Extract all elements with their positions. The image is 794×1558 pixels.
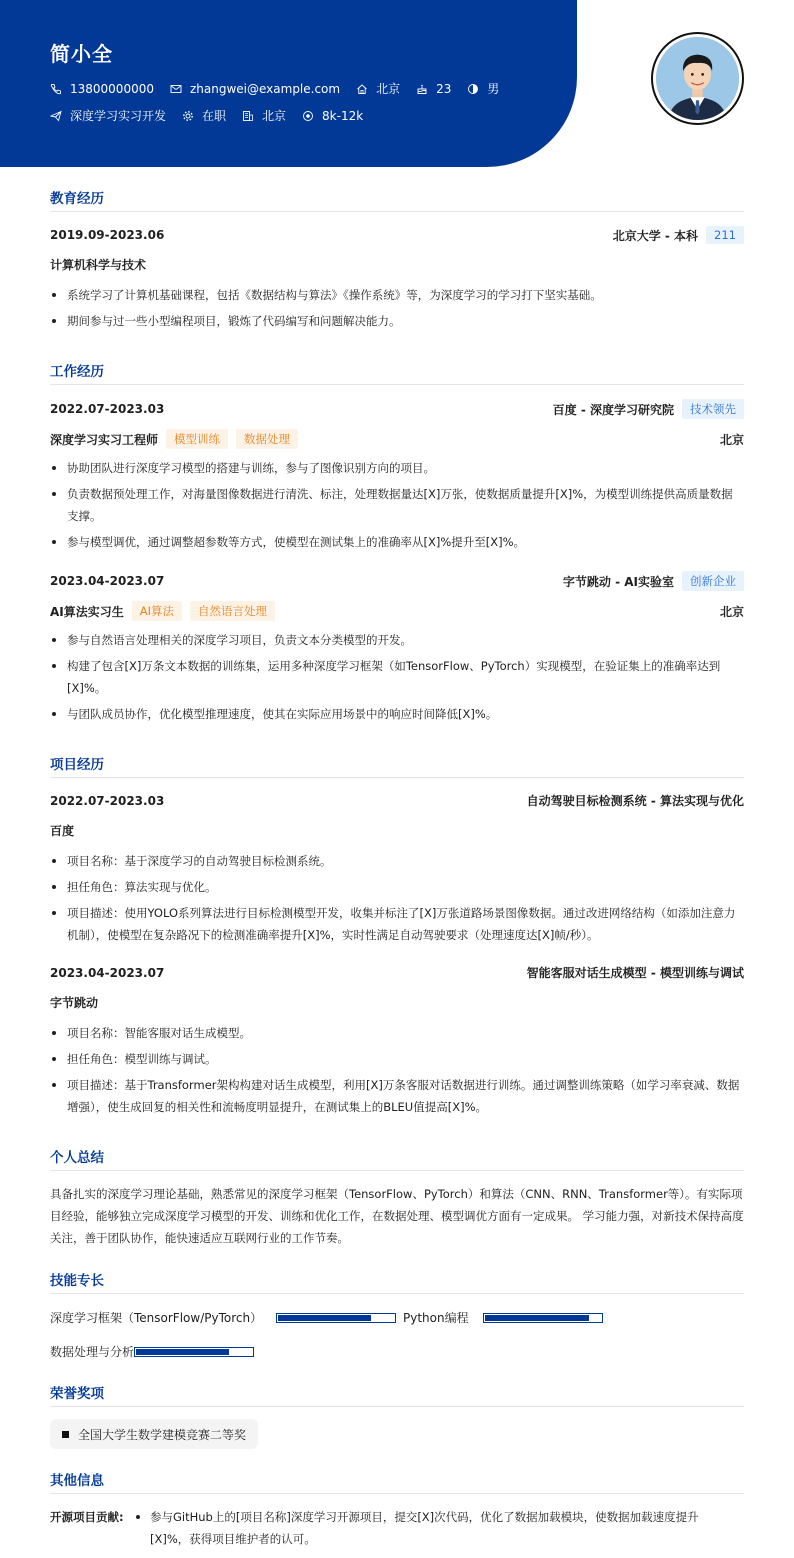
skill-bar-fill <box>278 1315 371 1321</box>
location-item <box>356 80 400 97</box>
phone-item <box>50 82 154 96</box>
work-1-role <box>50 601 744 621</box>
school-badge: 211 <box>706 226 744 244</box>
skill-bar-fill <box>136 1349 229 1355</box>
other-label: 开源项目贡献: <box>50 1510 124 1524</box>
gender-icon <box>467 83 479 95</box>
work-0-role <box>50 429 744 449</box>
age-text: 23 <box>436 81 452 96</box>
honors-section-title: 荣誉奖项 <box>50 1382 744 1407</box>
list-item: 项目描述：基于Transformer架构构建对话生成模型，利用[X]万条客服对话数据进行训练。通过调整训练策略（如学习率衰减、数据增强），使生成回复的相关性和流畅度明显提升，在测试集上的BLEU值提高[X]%。 <box>50 1074 744 1118</box>
award-text: 全国大学生数学建模竞赛二等奖 <box>78 1427 247 1442</box>
target-city-text: 北京 <box>262 109 287 123</box>
list-item: 参与模型调优，通过调整超参数等方式，使模型在测试集上的准确率从[X]%提升至[X]%。 <box>50 531 744 553</box>
education-header <box>50 226 744 244</box>
list-item: 参与自然语言处理相关的深度学习项目，负责文本分类模型的开发。 <box>50 629 744 651</box>
other-text: 参与GitHub上的[项目名称]深度学习开源项目，提交[X]次代码，优化了数据加载模块，使数据加载速度提升[X]%，获得项目维护者的认可。 <box>134 1506 734 1550</box>
list-item: 项目名称：智能客服对话生成模型。 <box>50 1022 744 1044</box>
skill-bar <box>483 1313 603 1323</box>
major-name: 计算机科学与技术 <box>50 258 147 272</box>
project-1-header <box>50 964 744 981</box>
role-tag: AI算法 <box>132 601 182 621</box>
gender-item <box>467 80 499 97</box>
education-date: 2019.09-2023.06 <box>50 228 165 242</box>
salary-item <box>302 109 363 123</box>
intent-row <box>50 107 379 124</box>
company-name: 字节跳动 - AI实验室 <box>562 574 674 589</box>
contact-row <box>50 80 515 97</box>
work-0-header <box>50 399 744 419</box>
gear-icon <box>182 110 194 122</box>
list-item: 项目描述：使用YOLO系列算法进行目标检测模型开发，收集并标注了[X]万张道路场景图像数据。通过改进网络结构（如添加注意力机制），使模型在复杂路况下的检测准确率提升[X]%，实时性满足自动驾驶要求（处理速度达[X]帧/秒）。 <box>50 902 744 946</box>
list-item: 构建了包含[X]万条文本数据的训练集，运用多种深度学习框架（如TensorFlow、PyTorch）实现模型，在验证集上的准确率达到[X]%。 <box>50 655 744 699</box>
skill-bar-fill <box>485 1315 589 1321</box>
list-item: 担任角色：模型训练与调试。 <box>50 1048 744 1070</box>
work-city: 北京 <box>719 604 744 619</box>
summary-text: 具备扎实的深度学习理论基础，熟悉常见的深度学习框架（TensorFlow、PyTorch）和算法（CNN、RNN、Transformer等）。有实际项目经验，能够独立完成深度学习模型的开发、训练和优化工作，在数据处理、模型调优方面有一定成果。 学习能力强，对新技术保持高度关注，善于团队协作，能快速适应互联网行业的工作节奏。 <box>50 1187 744 1245</box>
work-date: 2023.04-2023.07 <box>50 574 165 588</box>
status-item <box>182 107 226 124</box>
square-bullet-icon <box>62 1431 69 1438</box>
skill-name: Python编程 <box>403 1311 469 1325</box>
project-title: 智能客服对话生成模型 - 模型训练与调试 <box>526 966 744 980</box>
skill-item <box>50 1309 396 1326</box>
work-section-title: 工作经历 <box>50 360 744 385</box>
location-text: 北京 <box>376 82 401 96</box>
skill-name: 数据处理与分析 <box>50 1345 135 1359</box>
project-0-org <box>50 822 744 839</box>
company-badge: 创新企业 <box>682 571 744 591</box>
avatar <box>651 32 744 125</box>
target-city-item <box>242 107 286 124</box>
project-date: 2022.07-2023.03 <box>50 793 165 808</box>
skill-name: 深度学习框架（TensorFlow/PyTorch） <box>50 1311 263 1325</box>
avatar-photo <box>656 37 739 120</box>
role-tag: 模型训练 <box>166 429 228 449</box>
skill-bar <box>134 1347 254 1357</box>
home-icon <box>356 83 368 95</box>
project-1-org <box>50 994 744 1011</box>
email-item <box>170 82 340 96</box>
skill-item <box>50 1343 254 1360</box>
resume-header <box>0 0 577 167</box>
phone-icon <box>50 83 62 95</box>
other-section-title: 其他信息 <box>50 1469 744 1494</box>
salary-text: 8k-12k <box>322 108 364 123</box>
age-item <box>416 82 451 96</box>
email-text: zhangwei@example.com <box>189 81 341 96</box>
mail-icon <box>170 83 182 95</box>
status-text: 在职 <box>202 109 227 123</box>
list-item: 负责数据预处理工作，对海量图像数据进行清洗、标注，处理数据量达[X]万张，使数据质量提升[X]%，为模型训练提供高质量数据支撑。 <box>50 483 744 527</box>
summary-section-title: 个人总结 <box>50 1146 744 1171</box>
phone-text: 13800000000 <box>70 81 154 96</box>
project-org: 百度 <box>50 824 75 838</box>
education-section-title: 教育经历 <box>50 187 744 212</box>
list-item: 期间参与过一些小型编程项目，锻炼了代码编写和问题解决能力。 <box>50 310 744 332</box>
project-org: 字节跳动 <box>50 996 99 1010</box>
send-icon <box>50 110 62 122</box>
skill-item <box>403 1309 603 1326</box>
role-title: 深度学习实习工程师 <box>50 432 159 447</box>
work-1-header <box>50 571 744 591</box>
target-job-text: 深度学习实习开发 <box>70 109 167 123</box>
company-name: 百度 - 深度学习研究院 <box>552 402 674 417</box>
list-item: 协助团队进行深度学习模型的搭建与训练，参与了图像识别方向的项目。 <box>50 457 744 479</box>
target-job-item <box>50 107 166 124</box>
skill-bar <box>276 1313 396 1323</box>
candidate-name: 简小全 <box>50 42 113 66</box>
role-tag: 自然语言处理 <box>190 601 275 621</box>
other-info-row <box>50 1506 744 1550</box>
project-title: 自动驾驶目标检测系统 - 算法实现与优化 <box>526 794 744 808</box>
project-0-header <box>50 792 744 809</box>
list-item: 担任角色：算法实现与优化。 <box>50 876 744 898</box>
company-badge: 技术领先 <box>682 399 744 419</box>
work-date: 2022.07-2023.03 <box>50 402 165 416</box>
coin-icon <box>302 110 314 122</box>
cake-icon <box>416 83 428 95</box>
building-icon <box>242 110 254 122</box>
gender-text: 男 <box>487 82 500 96</box>
work-city: 北京 <box>719 432 744 447</box>
project-date: 2023.04-2023.07 <box>50 965 165 980</box>
list-item: 系统学习了计算机基础课程，包括《数据结构与算法》《操作系统》等，为深度学习的学习打下坚实基础。 <box>50 284 744 306</box>
role-title: AI算法实习生 <box>50 604 124 619</box>
role-tag: 数据处理 <box>236 429 298 449</box>
projects-section-title: 项目经历 <box>50 753 744 778</box>
skills-section-title: 技能专长 <box>50 1269 744 1294</box>
list-item: 与团队成员协作，优化模型推理速度，使其在实际应用场景中的响应时间降低[X]%。 <box>50 703 744 725</box>
award-item <box>50 1419 258 1449</box>
school-name: 北京大学 - 本科 <box>612 228 699 243</box>
major-row <box>50 256 744 273</box>
list-item: 项目名称：基于深度学习的自动驾驶目标检测系统。 <box>50 850 744 872</box>
